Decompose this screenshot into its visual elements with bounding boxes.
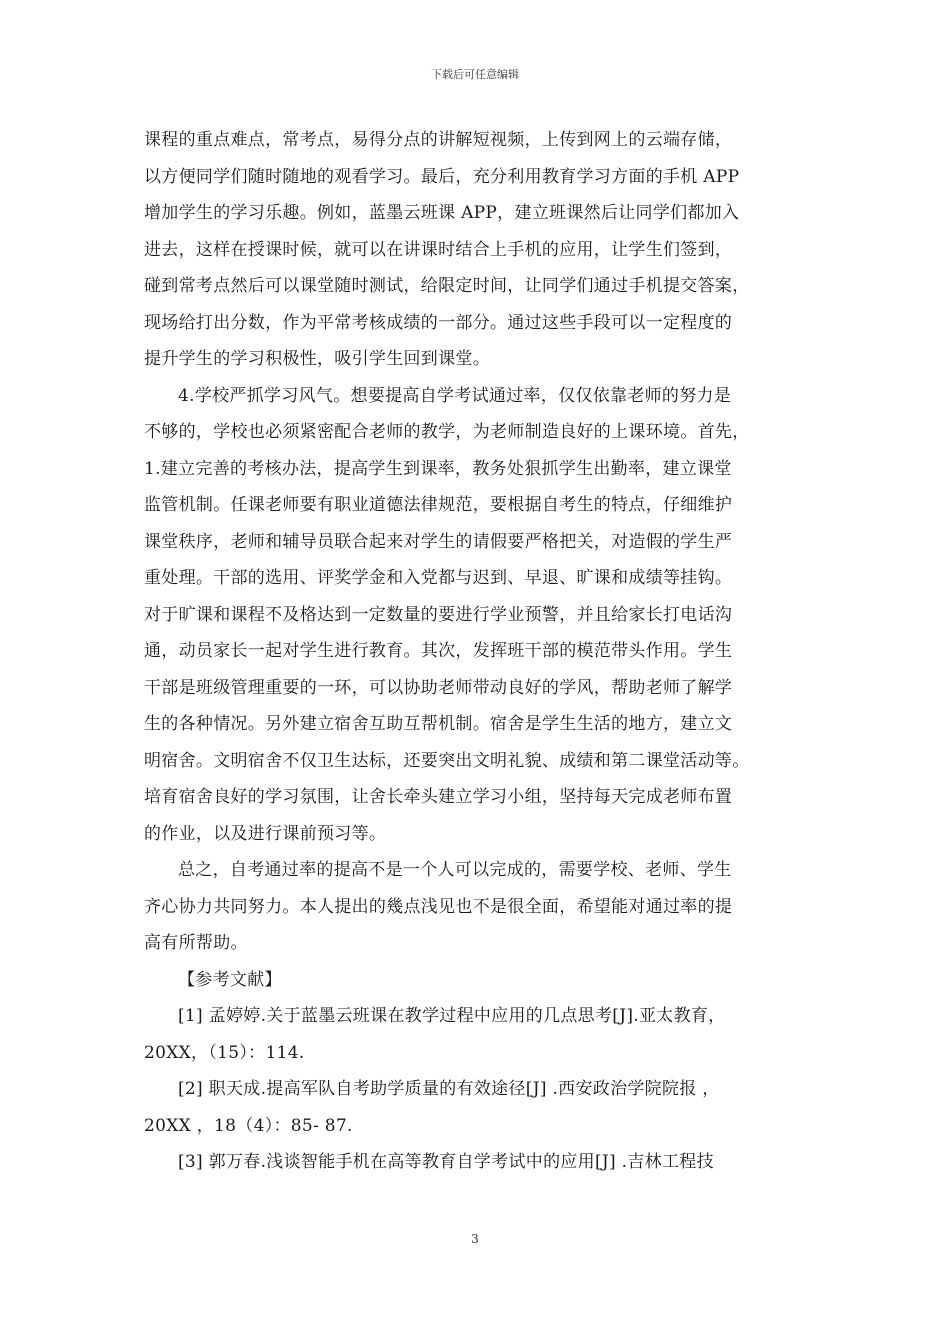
text-line: 齐心协力共同努力。本人提出的幾点浅见也不是很全面，希望能对通过率的提 <box>144 896 733 917</box>
text-line: 总之，自考通过率的提高不是一个人可以完成的，需要学校、老师、学生 <box>178 860 732 880</box>
text-line: 重处理。干部的选用、评奖学金和入党都与迟到、早退、旷课和成绩等挂钩。 <box>144 568 733 588</box>
text-line: 通，动员家长一起对学生进行教育。其次，发挥班干部的模范带头作用。学生 <box>144 641 733 661</box>
text-line: 课堂秩序，老师和辅导员联合起来对学生的请假要严格把关，对造假的学生严 <box>144 531 733 552</box>
text-line: 现场给打出分数，作为平常考核成绩的一部分。通过这些手段可以一定程度的 <box>144 312 733 333</box>
page-number: 3 <box>471 1232 479 1246</box>
references-heading: 【参考文献】 <box>178 969 282 990</box>
text-line: 的作业，以及进行课前预习等。 <box>144 823 387 844</box>
text-line: 碰到常考点然后可以课堂随时测试，给限定时间，让同学们通过手机提交答案， <box>144 276 750 296</box>
page-header: 下载后可任意编辑 <box>431 68 519 81</box>
text-line: 监管机制。任课老师要有职业道德法律规范，要根据自考生的特点，仔细维护 <box>144 495 733 515</box>
reference-item: [2] 职天成.提高军队自考助学质量的有效途径[J] .西安政治学院院报 ， <box>178 1079 720 1099</box>
text-line: 对于旷课和课程不及格达到一定数量的要进行学业预警，并且给家长打电话沟 <box>144 604 733 625</box>
text-line: 课程的重点难点，常考点，易得分点的讲解短视频，上传到网上的云端存储， <box>144 130 733 150</box>
text-line: 进去，这样在授课时候，就可以在讲课时结合上手机的应用，让学生们签到， <box>144 239 733 260</box>
text-line: 增加学生的学习乐趣。例如，蓝墨云班课 APP，建立班课然后让同学们都加入 <box>144 203 740 223</box>
document-body <box>144 122 812 1181</box>
reference-item-continued: 20XX，（15）：114. <box>144 1042 305 1063</box>
text-line: 不够的，学校也必须紧密配合老师的教学，为老师制造良好的上课环境。首先， <box>144 422 750 442</box>
text-line: 干部是班级管理重要的一环，可以协助老师带动良好的学风，帮助老师了解学 <box>144 677 733 698</box>
text-line: 以方便同学们随时随地的观看学习。最后，充分利用教育学习方面的手机 APP <box>144 166 740 187</box>
text-line: 1.建立完善的考核办法，提高学生到课率，教务处狠抓学生出勤率，建立课堂 <box>144 458 732 479</box>
text-line: 明宿舍。文明宿舍不仅卫生达标，还要突出文明礼貌、成绩和第二课堂活动等。 <box>144 750 750 771</box>
text-line: 提升学生的学习积极性，吸引学生回到课堂。 <box>144 349 490 369</box>
text-line: 4.学校严抓学习风气。想要提高自学考试通过率，仅仅依靠老师的努力是 <box>178 385 732 406</box>
text-line: 高有所帮助。 <box>144 933 248 953</box>
reference-item-continued: 20XX ，18（4）：85- 87. <box>144 1115 353 1136</box>
text-line: 培育宿舍良好的学习氛围，让舍长牵头建立学习小组，坚持每天完成老师布置 <box>144 787 733 807</box>
reference-item: [3] 郭万春.浅谈智能手机在高等教育自学考试中的应用[J] .吉林工程技 <box>178 1152 714 1172</box>
reference-item: [1] 孟婷婷.关于蓝墨云班课在教学过程中应用的几点思考[J].亚太教育， <box>178 1006 726 1026</box>
text-line: 生的各种情况。另外建立宿舍互助互帮机制。宿舍是学生生活的地方，建立文 <box>144 714 733 734</box>
